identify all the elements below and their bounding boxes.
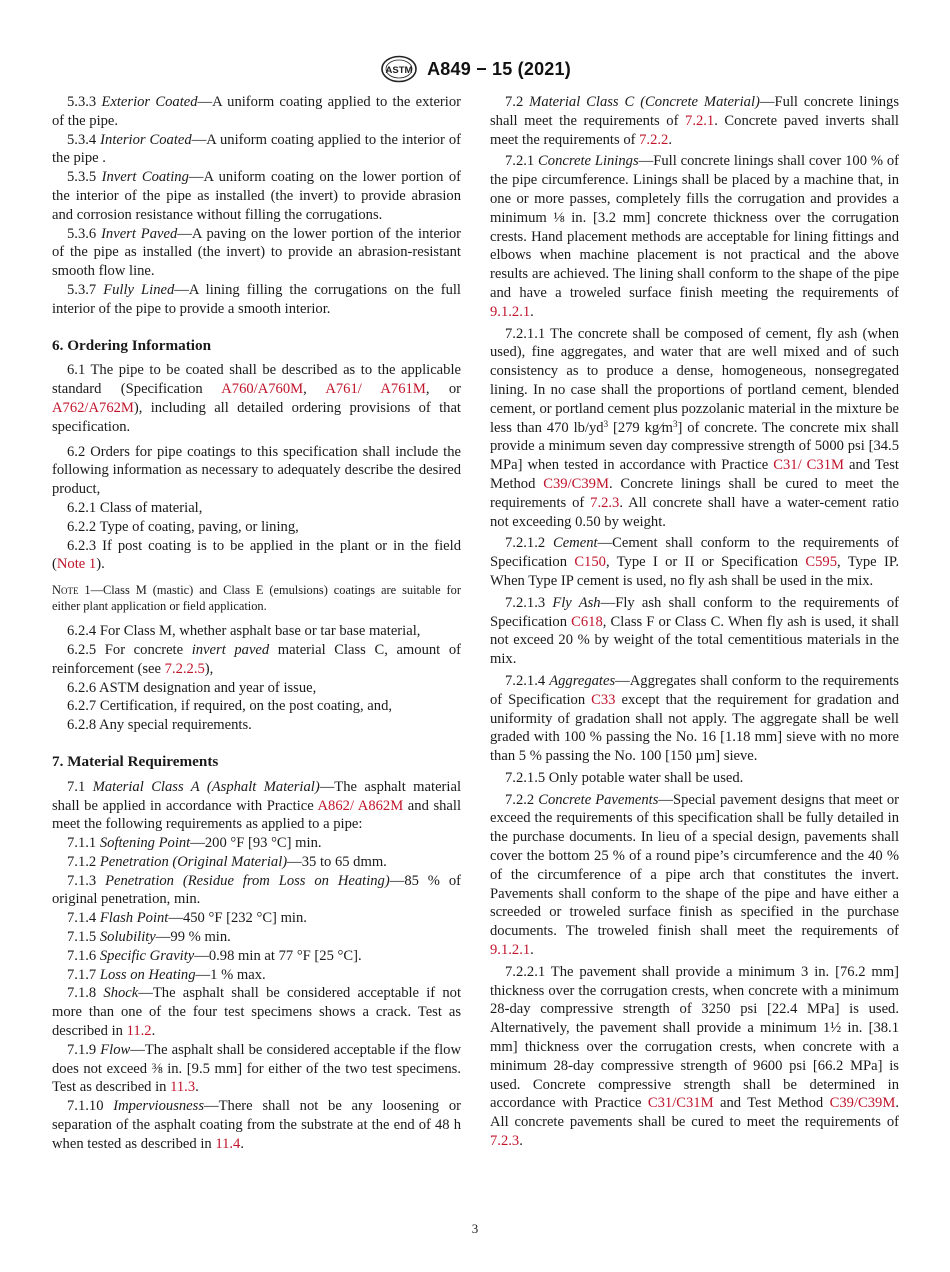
page-number: 3 [471,1221,479,1236]
para-5-3-7: 5.3.7 Fully Lined—A lining filling the corrugations on the full interior of the pipe to provide a smooth interior. [52,281,461,317]
link-a760[interactable]: A760/A760M [221,381,304,398]
para-7-1-5: 7.1.5 Solubility—99 % min. [67,929,231,946]
para-7-2-1-3: 7.2.1.3 Fly Ash—Fly ash shall conform to the requirements of Specification C618, Class F or Class C. When fly ash is used, it shall not exceed 20 % by weight of the total cementitious materials in the mix. [490,594,900,668]
link-11-4[interactable]: 11.4 [215,1135,241,1152]
section-heading-7: 7. Material Requirements [52,752,219,770]
para-7-1-7: 7.1.7 Loss on Heating—1 % max. [67,966,266,983]
astm-logo [379,54,419,84]
para-7-1-8: 7.1.8 Shock—The asphalt shall be considered acceptable if not more than one of the four test specimens shows a crack. Test as described in 11.2. [52,985,462,1040]
para-5-3-4: 5.3.4 Interior Coated—A uniform coating applied to the interior of the pipe . [52,131,461,167]
link-7-2-2[interactable]: 7.2.2 [639,131,669,148]
right-column [490,93,899,1151]
para-7-2-2-1: 7.2.2.1 The pavement shall provide a minimum 3 in. [76.2 mm] thickness over the corrugation crests, when concrete with a minimum 28-day compressive strength of 3250 psi [22.4 MPa] is used. Alternatively, the pavement shall provide a minimum 1½ in. [38.1 mm] thickness over the corrugation crests, when concrete with a minimum 28-day compressive strength of 9600 psi [66.2 MPa] is used. Concrete compressive strength shall be determined in accordance with Practice C31/C31M and Test Method C39/C39M. All concrete pavements shall be cured to meet the requirements of 7.2.3. [490,963,899,1150]
link-c618[interactable]: C618 [571,613,603,630]
link-9-1-2-1b[interactable]: 9.1.2.1 [490,942,531,959]
link-9-1-2-1[interactable]: 9.1.2.1 [490,303,531,320]
para-7-1-2: 7.1.2 Penetration (Original Material)—35 to 65 dmm. [67,853,387,870]
logo-text: ASTM [385,65,413,76]
section-heading-6: 6. Ordering Information [52,336,212,354]
para-7-2-1-2: 7.2.1.2 Cement—Cement shall conform to the requirements of Specification C150, Type I or II or Specification C595, Type IP. When Type IP cement is used, no fly ash shall be used in the mix. [490,535,900,589]
link-c39b[interactable]: C39/C39M [829,1095,896,1112]
link-c150[interactable]: C150 [574,554,606,571]
para-6-2-2: 6.2.2 Type of coating, paving, or lining, [67,518,299,535]
para-6-2-8: 6.2.8 Any special requirements. [67,717,252,734]
para-7-1-1: 7.1.1 Softening Point—200 °F [93 °C] min. [67,835,322,852]
para-5-3-3: 5.3.3 Exterior Coated—A uniform coating applied to the exterior of the pipe. [52,94,461,129]
link-c595[interactable]: C595 [805,554,837,571]
para-7-1-4: 7.1.4 Flash Point—450 °F [232 °C] min. [67,910,307,927]
para-6-1: 6.1 The pipe to be coated shall be described as to the applicable standard (Specification A760/A760M, A761/ A761M, or A762/A762M), including all detailed ordering provisions of that specification. [52,362,461,435]
para-6-2-1: 6.2.1 Class of material, [67,499,203,516]
link-c39[interactable]: C39/C39M [543,475,609,492]
document-designation: A849 − 15 (2021) [427,58,571,79]
para-7-1-6: 7.1.6 Specific Gravity—0.98 min at 77 °F [25 °C]. [67,947,362,964]
link-c33[interactable]: C33 [591,691,616,708]
para-5-3-6: 5.3.6 Invert Paved—A paving on the lower portion of the interior of the pipe as installed (the invert) to provide an abrasion-resistant smooth flow line. [52,225,461,280]
link-7-2-3b[interactable]: 7.2.3 [490,1133,520,1150]
link-7-2-2-5[interactable]: 7.2.2.5 [164,660,205,677]
para-7-2-1-5: 7.2.1.5 Only potable water shall be used. [505,769,744,786]
para-6-2-4: 6.2.4 For Class M, whether asphalt base or tar base material, [67,623,421,640]
para-6-2-3: 6.2.3 If post coating is to be applied in the plant or in the field (Note 1). [52,537,461,573]
para-7-1-3: 7.1.3 Penetration (Residue from Loss on Heating)—85 % of original penetration, min. [52,872,461,908]
para-7-1-9: 7.1.9 Flow—The asphalt shall be considered acceptable if the flow does not exceed ⅜ in. [9.5 mm] for either of the two test specimens. Test as described in 11.3. [52,1041,462,1096]
link-7-2-1[interactable]: 7.2.1 [685,112,715,129]
para-7-2: 7.2 Material Class C (Concrete Material)—Full concrete linings shall meet the requirements of 7.2.1. Concrete paved inverts shall meet the requirements of 7.2.2. [490,94,899,148]
para-7-1-10: 7.1.10 Imperviousness—There shall not be any loosening or separation of the asphalt coating from the substrate at the end of 48 h when tested as described in 11.4. [52,1098,461,1152]
para-5-3-5: 5.3.5 Invert Coating—A uniform coating on the lower portion of the interior of the pipe as installed (the invert) to provide abrasion and corrosion resistance without filling the corrugations. [52,169,461,223]
para-7-1: 7.1 Material Class A (Asphalt Material)—The asphalt material shall be applied in accordance with Practice A862/ A862M and shall meet the following requirements as applied to a pipe: [52,778,462,833]
para-7-2-1: 7.2.1 Concrete Linings—Full concrete linings shall cover 100 % of the pipe circumference. Linings shall be placed by a machine that, in one or more passes, completely fills the corrugation and provides a minimum ⅛ in. [3.2 mm] concrete thickness over the corrugation crests. Hand placement methods are acceptable for lining fittings and elbows when machine placement is not practical and the above results are achieved. The lining shall conform to the shape of the pipe and have a troweled surface finish meeting the requirements of 9.1.2.1. [490,153,899,320]
para-7-2-1-1: 7.2.1.1 The concrete shall be composed of cement, fly ash (when used), fine aggregates, and water that are well mixed and of such consistency as to produce a dense, homogeneous, nonsegregated lining. In no case shall the proportions of portland cement, blended cement, or portland cement plus pozzolanic material in the mixture be less than 470 $lb/yd^3$ [279 $kg⁄m^3$] of concrete. The concrete mix shall provide a minimum seven day compressive strength of 5000 psi [34.5 MPa] when tested in accordance with Practice C31/ C31M and Test Method C39/C39M. Concrete linings shall be cured to meet the requirements of 7.2.3. All concrete shall have a water-cement ratio not exceeding 0.50 by weight. [490,325,899,530]
link-a762[interactable]: A762/A762M [52,399,134,416]
link-c31b[interactable]: C31/C31M [647,1095,714,1112]
link-a761[interactable]: A761/ A761M [325,381,426,398]
para-6-2: 6.2 Orders for pipe coatings to this specification shall include the following information as necessary to adequately describe the desired product, [52,443,461,498]
link-7-2-3[interactable]: 7.2.3 [590,494,620,511]
para-7-2-2: 7.2.2 Concrete Pavements—Special pavement designs that meet or exceed the requirements of this specification shall be fully detailed in the purchase documents. In lieu of a special design, pavements shall cover the bottom 25 % of a round pipe’s circumference and the 40 % of the circumference of a pipe arch that constitutes the invert. Pavements shall conform to the shape of the pipe and have either a screeded or troweled surface finish as specified in the purchase documents. The troweled finish shall meet the requirements of 9.1.2.1. [490,791,899,959]
para-6-2-6: 6.2.6 ASTM designation and year of issue, [67,679,317,696]
page-header [0,52,950,86]
left-column [52,93,461,1154]
link-11-2[interactable]: 11.2 [126,1023,152,1040]
para-7-2-1-4: 7.2.1.4 Aggregates—Aggregates shall conform to the requirements of Specification C33 except that the requirement for gradation and uniformity of gradation shall not apply. The aggregate shall be well graded with 100 % passing the No. 16 [1.18 mm] sieve with no more than 5 % passing the No. 100 [150 µm] sieve. [490,672,899,765]
link-a862[interactable]: A862/ A862M [317,797,404,814]
para-6-2-5: 6.2.5 For concrete invert paved material Class C, amount of reinforcement (see 7.2.2.5), [52,641,461,677]
note-1: Note 1—Class M (mastic) and Class E (emulsions) coatings are suitable for either plant application or field application. [52,583,461,614]
link-c31[interactable]: C31/ C31M [773,457,844,474]
link-11-3[interactable]: 11.3 [170,1079,196,1096]
link-note-1[interactable]: Note 1 [56,556,97,573]
para-6-2-7: 6.2.7 Certification, if required, on the post coating, and, [67,698,393,715]
